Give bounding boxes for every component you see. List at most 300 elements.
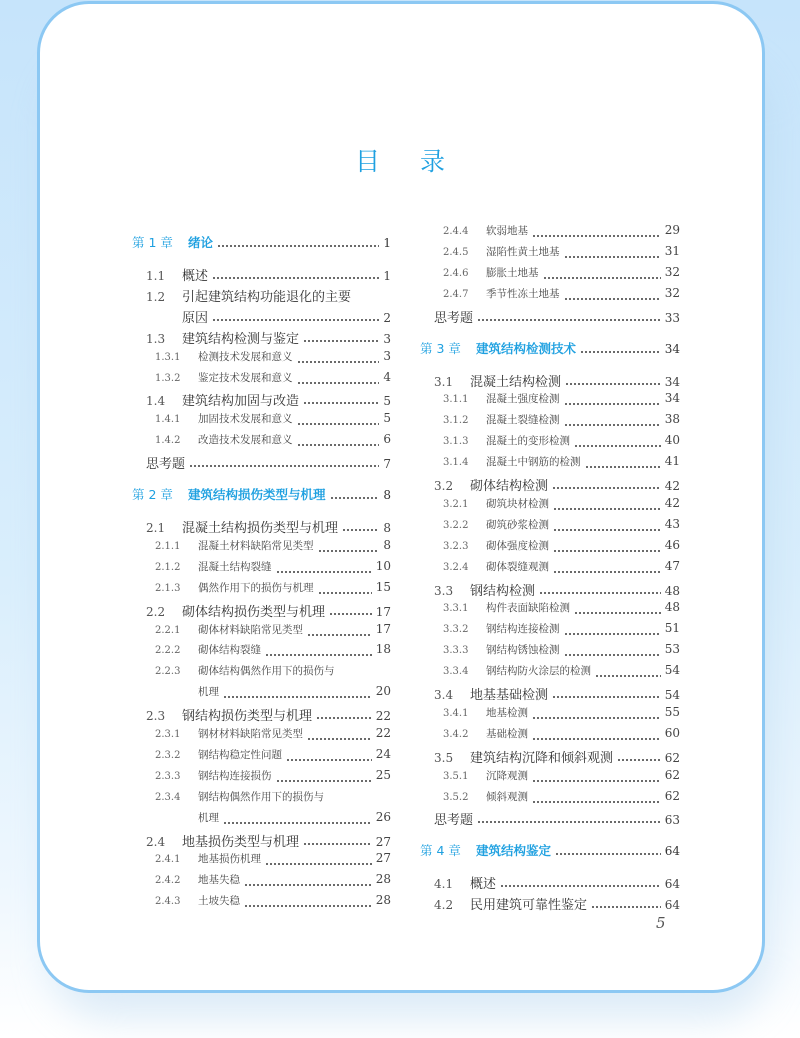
toc-entry[interactable] [443, 265, 680, 285]
dot-leader [585, 466, 661, 468]
dot-leader [543, 277, 661, 279]
entry-title: 混凝土中钢筋的检测 [486, 456, 581, 469]
dot-leader [223, 822, 372, 824]
entry-title: 混凝土结构裂缝 [198, 560, 272, 573]
entry-title: 偶然作用下的损伤与机理 [198, 581, 314, 594]
dot-leader [553, 508, 661, 510]
toc-entry[interactable] [443, 412, 680, 432]
dot-leader [564, 424, 661, 426]
dot-leader [555, 853, 661, 855]
entry-page: 54 [664, 663, 680, 678]
entry-title: 引起建筑结构功能退化的主要 [182, 289, 352, 305]
entry-page: 5 [383, 394, 391, 409]
dot-leader [617, 759, 661, 761]
entry-title: 钢结构稳定性问题 [198, 748, 282, 761]
toc-entry[interactable] [155, 893, 391, 913]
entry-number: 2.2.2 [155, 645, 181, 657]
toc-entry[interactable] [434, 580, 680, 600]
entry-number: 2.3.2 [155, 749, 181, 761]
toc-entry[interactable] [198, 684, 391, 704]
toc-entry[interactable] [443, 454, 680, 474]
entry-number: 3.1.1 [443, 394, 469, 406]
dot-leader [532, 235, 661, 237]
entry-page: 31 [664, 243, 680, 258]
entry-number: 3.5.2 [443, 791, 469, 803]
entry-page: 8 [383, 488, 391, 502]
entry-page: 43 [664, 516, 680, 531]
entry-number: 2.2 [146, 604, 166, 619]
entry-title: 混凝土结构损伤类型与机理 [182, 521, 339, 536]
entry-title: 土坡失稳 [198, 895, 240, 908]
entry-page: 25 [375, 767, 391, 782]
page-title: 目录 [354, 147, 485, 176]
entry-number: 3.2.1 [443, 498, 469, 510]
toc-entry[interactable] [434, 747, 680, 767]
entry-page: 17 [375, 621, 391, 636]
entry-title: 建筑结构沉降和倾斜观测 [470, 750, 614, 766]
entry-page: 51 [664, 621, 680, 636]
entry-number: 第 3 章 [420, 340, 461, 356]
toc-entry[interactable] [146, 265, 391, 285]
entry-title: 地基失稳 [198, 874, 240, 887]
entry-page: 24 [375, 746, 391, 761]
dot-leader [532, 801, 661, 803]
toc-entry[interactable] [146, 328, 391, 348]
entry-title: 地基基础检测 [470, 688, 549, 703]
toc-entry[interactable] [155, 622, 391, 642]
dot-leader [477, 319, 661, 321]
entry-number: 3.2.3 [443, 540, 469, 552]
dot-leader [212, 319, 379, 321]
entry-title: 膨胀土地基 [486, 266, 539, 279]
entry-title: 砌体强度检测 [486, 539, 549, 552]
entry-title: 砌体结构检测 [470, 479, 549, 494]
entry-number: 2.4.2 [155, 875, 181, 887]
toc-entry[interactable] [443, 244, 680, 264]
dot-leader [532, 738, 661, 740]
dot-leader [565, 383, 661, 385]
entry-page: 40 [664, 433, 680, 448]
entry-page: 8 [383, 537, 391, 552]
toc-entry[interactable] [155, 580, 391, 600]
entry-number: 4.2 [434, 898, 454, 913]
toc-entry[interactable] [155, 726, 391, 746]
entry-title: 混凝土的变形检测 [486, 435, 570, 448]
entry-title: 原因 [182, 310, 209, 326]
dot-leader [316, 717, 372, 719]
entry-title: 机理 [198, 811, 219, 824]
dot-leader [564, 403, 661, 405]
entry-title: 湿陷性黄土地基 [486, 245, 560, 258]
entry-title: 建筑结构损伤类型与机理 [188, 487, 326, 502]
entry-page: 7 [383, 457, 391, 472]
toc-entry[interactable] [198, 810, 391, 830]
entry-number: 3.5 [434, 750, 454, 765]
entry-page: 42 [664, 495, 680, 510]
dot-leader [330, 497, 380, 499]
dot-leader [303, 843, 372, 845]
entry-page: 62 [664, 750, 680, 765]
entry-number: 3.4.2 [443, 728, 469, 740]
entry-page: 63 [664, 813, 680, 828]
dot-leader [552, 696, 661, 698]
entry-number: 2.4.1 [155, 854, 181, 866]
toc-entry[interactable] [155, 538, 391, 558]
toc-entry[interactable] [443, 391, 680, 411]
dot-leader [477, 821, 661, 823]
entry-page: 34 [664, 374, 680, 389]
entry-number: 1.3 [146, 331, 166, 346]
entry-number: 1.4.1 [155, 414, 181, 426]
entry-page: 46 [664, 537, 680, 552]
entry-page: 48 [664, 583, 680, 598]
toc-entry[interactable] [434, 873, 680, 893]
toc-entry[interactable] [155, 851, 391, 871]
dot-leader [574, 612, 661, 614]
dot-leader [297, 361, 380, 363]
entry-number: 2.4.6 [443, 267, 469, 279]
entry-number: 3.4.1 [443, 707, 469, 719]
entry-title: 地基损伤类型与机理 [182, 834, 300, 850]
entry-page: 42 [664, 479, 680, 493]
entry-title: 钢结构损伤类型与机理 [182, 709, 313, 725]
entry-title: 砌体结构偶然作用下的损伤与 [198, 665, 335, 678]
entry-number: 1.1 [146, 269, 166, 283]
entry-number: 3.3 [434, 583, 454, 598]
entry-page: 64 [664, 877, 680, 892]
toc-entry[interactable] [434, 809, 680, 829]
entry-number: 3.3.1 [443, 603, 469, 615]
entry-title: 机理 [198, 686, 219, 699]
toc-entry[interactable] [146, 705, 391, 725]
toc-entry[interactable] [443, 517, 680, 537]
toc-entry[interactable] [443, 496, 680, 516]
toc-entry[interactable] [443, 789, 680, 809]
entry-page: 1 [383, 269, 391, 283]
entry-page: 54 [664, 688, 680, 702]
entry-page: 34 [664, 391, 680, 406]
dot-leader [591, 906, 661, 908]
toc-entry[interactable] [434, 894, 680, 914]
toc-entry[interactable] [443, 559, 680, 579]
entry-number: 1.3.1 [155, 351, 181, 363]
toc-entry[interactable] [443, 433, 680, 453]
dot-leader [553, 550, 661, 552]
dot-leader [553, 529, 661, 531]
dot-leader [244, 884, 372, 886]
toc-entry[interactable] [155, 768, 391, 788]
toc-chapter-entry[interactable] [132, 485, 391, 505]
entry-number: 1.2 [146, 289, 166, 304]
toc-entry[interactable] [443, 726, 680, 746]
entry-title: 混凝土材料缺陷常见类型 [198, 539, 314, 552]
entry-page: 64 [664, 844, 680, 859]
dot-leader [303, 340, 379, 342]
toc-entry[interactable] [146, 390, 391, 410]
toc-entry[interactable] [155, 872, 391, 892]
entry-page: 15 [375, 579, 391, 594]
entry-number: 1.4 [146, 394, 166, 409]
entry-title: 民用建筑可靠性鉴定 [470, 898, 588, 914]
entry-number: 2.4 [146, 834, 166, 849]
entry-number: 2.2.3 [155, 666, 181, 678]
dot-leader [297, 382, 380, 384]
entry-page: 33 [664, 310, 680, 325]
entry-title: 改造技术发展和意义 [198, 434, 293, 447]
entry-page: 26 [375, 809, 391, 824]
entry-page: 8 [383, 521, 391, 535]
dot-leader [564, 654, 661, 656]
entry-title: 倾斜观测 [486, 790, 528, 803]
entry-number: 2.4.5 [443, 246, 469, 258]
dot-leader [580, 351, 661, 353]
entry-title: 建筑结构检测技术 [476, 340, 577, 356]
entry-title: 建筑结构鉴定 [476, 843, 552, 859]
entry-title: 砌筑块材检测 [486, 497, 549, 510]
dot-leader [297, 444, 380, 446]
toc-chapter-entry[interactable] [132, 233, 391, 253]
entry-page: 5 [383, 411, 391, 426]
entry-page: 34 [664, 341, 680, 356]
entry-title: 构件表面缺陷检测 [486, 602, 570, 615]
entry-title: 砌筑砂浆检测 [486, 518, 549, 531]
entry-page: 29 [664, 223, 680, 237]
entry-title: 软弱地基 [486, 225, 528, 237]
entry-title: 钢结构检测 [470, 583, 536, 599]
entry-page: 17 [375, 604, 391, 619]
entry-page: 32 [664, 264, 680, 279]
entry-number: 2.1.1 [155, 540, 181, 552]
dot-leader [595, 675, 661, 677]
entry-page: 28 [375, 872, 391, 887]
toc-entry[interactable] [443, 538, 680, 558]
entry-title: 钢结构偶然作用下的损伤与 [198, 790, 324, 803]
toc-entry[interactable] [434, 371, 680, 391]
entry-number: 1.3.2 [155, 372, 181, 384]
entry-page: 22 [375, 726, 391, 740]
entry-number: 3.2.4 [443, 561, 469, 573]
entry-page: 47 [664, 558, 680, 573]
entry-title: 季节性冻土地基 [486, 287, 560, 300]
toc-entry[interactable] [146, 601, 391, 621]
entry-number: 2.1.3 [155, 582, 181, 594]
dot-leader [297, 423, 380, 425]
toc-entry[interactable] [155, 559, 391, 579]
entry-page: 53 [664, 642, 680, 657]
dot-leader [532, 780, 661, 782]
entry-number: 3.3.4 [443, 666, 469, 678]
dot-leader [307, 738, 372, 740]
entry-number: 3.1 [434, 374, 454, 389]
entry-page: 64 [664, 898, 680, 913]
dot-leader [318, 550, 380, 552]
dot-leader [539, 592, 661, 594]
toc-entry[interactable] [443, 223, 680, 243]
entry-page: 6 [383, 432, 391, 447]
toc-entry[interactable] [155, 349, 391, 369]
entry-page: 48 [664, 600, 680, 615]
dot-leader [223, 696, 372, 698]
entry-title: 砌体材料缺陷常见类型 [198, 623, 303, 636]
toc-entry[interactable] [155, 432, 391, 452]
entry-title: 砌体结构裂缝 [198, 644, 261, 657]
entry-title: 混凝土强度检测 [486, 393, 560, 406]
entry-title: 钢材材料缺陷常见类型 [198, 728, 303, 740]
toc-chapter-entry[interactable] [420, 339, 680, 359]
dot-leader [318, 592, 372, 594]
entry-title: 钢结构锈蚀检测 [486, 644, 560, 657]
page-number: 5 [656, 914, 666, 932]
dot-leader [329, 613, 372, 615]
entry-number: 2.4.4 [443, 226, 469, 237]
entry-number: 3.1.2 [443, 415, 469, 427]
entry-page: 62 [664, 767, 680, 782]
toc-entry[interactable] [434, 475, 680, 495]
entry-title: 钢结构防火涂层的检测 [486, 665, 591, 678]
toc-entry[interactable] [443, 768, 680, 788]
entry-title: 建筑结构检测与鉴定 [182, 331, 300, 347]
entry-number: 3.3.2 [443, 624, 469, 636]
toc-entry[interactable] [155, 411, 391, 431]
entry-title: 建筑结构加固与改造 [182, 394, 300, 410]
entry-title: 概述 [470, 877, 497, 893]
entry-title: 砌体结构损伤类型与机理 [182, 604, 326, 620]
dot-leader [532, 717, 661, 719]
toc-entry[interactable] [182, 307, 391, 327]
entry-number: 3.1.3 [443, 436, 469, 448]
entry-page: 62 [664, 788, 680, 803]
toc-entry[interactable] [155, 370, 391, 390]
entry-number: 3.3.3 [443, 645, 469, 657]
entry-number: 2.3.1 [155, 729, 181, 740]
entry-title: 地基损伤机理 [198, 853, 261, 866]
toc-entry[interactable] [443, 621, 680, 641]
toc-entry[interactable] [443, 705, 680, 725]
entry-title: 概述 [182, 269, 209, 284]
toc-entry[interactable] [434, 307, 680, 327]
dot-leader [217, 245, 379, 247]
entry-title: 混凝土结构检测 [470, 374, 562, 390]
toc-entry[interactable] [443, 286, 680, 306]
dot-leader [286, 759, 372, 761]
entry-title: 加固技术发展和意义 [198, 413, 293, 426]
dot-leader [265, 863, 372, 865]
dot-leader [303, 402, 379, 404]
entry-page: 18 [375, 642, 391, 657]
entry-number: 2.3 [146, 709, 166, 724]
entry-page: 32 [664, 285, 680, 300]
entry-number: 3.5.1 [443, 770, 469, 782]
toc-entry[interactable] [443, 642, 680, 662]
entry-title: 思考题 [146, 457, 186, 473]
entry-page: 3 [383, 331, 391, 346]
entry-page: 38 [664, 412, 680, 427]
entry-number: 3.2.2 [443, 519, 469, 531]
entry-title: 砌体裂缝观测 [486, 560, 549, 573]
entry-number: 第 1 章 [132, 235, 173, 250]
entry-number: 3.2 [434, 479, 454, 493]
entry-title: 鉴定技术发展和意义 [198, 371, 293, 384]
dot-leader [276, 780, 372, 782]
toc-entry[interactable] [146, 286, 391, 306]
entry-page: 3 [383, 348, 391, 363]
dot-leader [552, 487, 661, 489]
entry-title: 混凝土裂缝检测 [486, 414, 560, 427]
entry-page: 10 [375, 558, 391, 573]
entry-page: 1 [383, 236, 391, 250]
dot-leader [265, 654, 372, 656]
dot-leader [189, 465, 379, 467]
entry-page: 20 [375, 684, 391, 699]
entry-page: 27 [375, 834, 391, 849]
entry-title: 思考题 [434, 310, 474, 326]
entry-page: 28 [375, 893, 391, 908]
dot-leader [276, 571, 372, 573]
toc-entry[interactable] [443, 600, 680, 620]
entry-number: 第 2 章 [132, 487, 173, 502]
toc-entry[interactable] [146, 453, 391, 473]
entry-title: 基础检测 [486, 727, 528, 740]
entry-number: 2.2.1 [155, 624, 181, 636]
toc-chapter-entry[interactable] [420, 841, 680, 861]
toc-entry[interactable] [155, 789, 391, 809]
entry-page: 55 [664, 704, 680, 719]
dot-leader [574, 445, 661, 447]
entry-page: 60 [664, 725, 680, 740]
entry-title: 思考题 [434, 813, 474, 829]
toc-entry[interactable] [155, 663, 391, 683]
entry-page: 41 [664, 454, 680, 469]
entry-number: 2.1.2 [155, 561, 181, 573]
entry-title: 检测技术发展和意义 [198, 350, 293, 363]
entry-number: 第 4 章 [420, 843, 461, 859]
entry-number: 2.4.7 [443, 288, 469, 300]
dot-leader [244, 905, 372, 907]
entry-number: 4.1 [434, 877, 454, 892]
toc-entry[interactable] [155, 642, 391, 662]
entry-number: 2.3.3 [155, 770, 181, 782]
toc-entry[interactable] [155, 747, 391, 767]
dot-leader [553, 571, 661, 573]
dot-leader [342, 529, 379, 531]
toc-entry[interactable] [146, 831, 391, 851]
entry-number: 2.4.3 [155, 896, 181, 908]
toc-entry[interactable] [146, 517, 391, 537]
dot-leader [307, 634, 372, 636]
entry-page: 27 [375, 851, 391, 866]
dot-leader [500, 885, 661, 887]
entry-title: 钢结构连接检测 [486, 623, 560, 636]
entry-title: 地基检测 [486, 706, 528, 719]
dot-leader [564, 298, 661, 300]
toc-entry[interactable] [443, 663, 680, 683]
entry-number: 3.4 [434, 688, 454, 702]
dot-leader [564, 256, 661, 258]
entry-page: 2 [383, 310, 391, 325]
entry-number: 2.1 [146, 521, 166, 535]
entry-title: 绪论 [188, 235, 214, 250]
toc-entry[interactable] [434, 684, 680, 704]
entry-page: 4 [383, 369, 391, 384]
entry-title: 沉降观测 [486, 769, 528, 782]
entry-title: 钢结构连接损伤 [198, 769, 272, 782]
entry-page: 22 [375, 709, 391, 724]
dot-leader [212, 277, 379, 279]
entry-number: 1.4.2 [155, 435, 181, 447]
dot-leader [564, 633, 661, 635]
entry-number: 3.1.4 [443, 457, 469, 469]
entry-number: 2.3.4 [155, 791, 181, 803]
